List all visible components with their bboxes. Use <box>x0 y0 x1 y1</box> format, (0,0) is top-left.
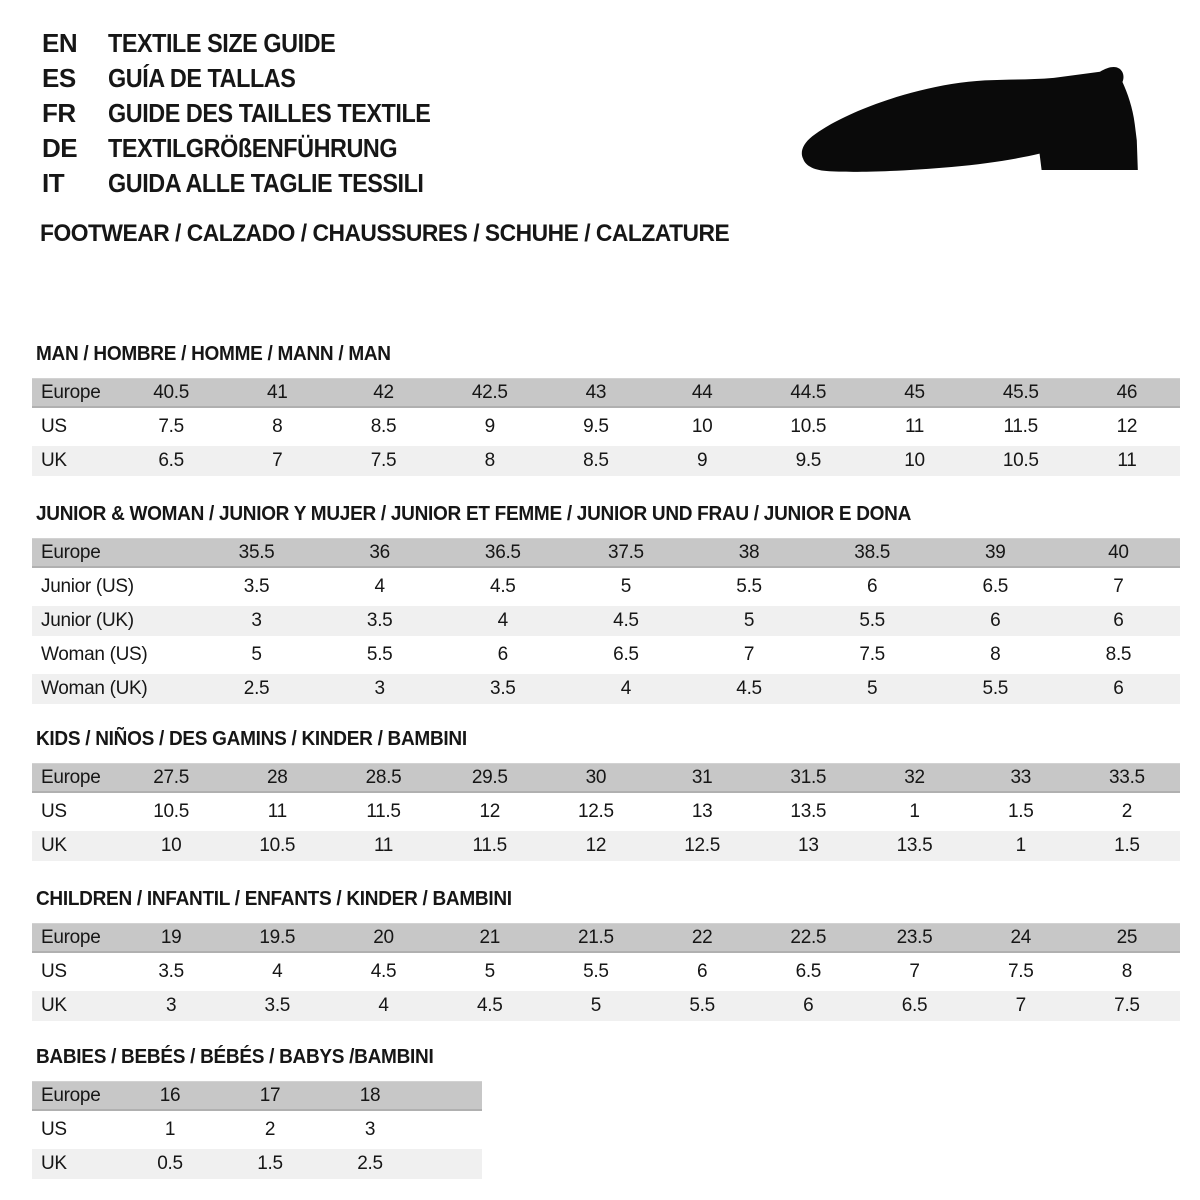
size-cell: 38 <box>738 542 760 563</box>
size-cell: 5 <box>743 610 755 631</box>
size-cell: 7.5 <box>158 416 184 437</box>
size-cell: 38.5 <box>854 542 891 563</box>
size-cell: 11 <box>373 835 394 856</box>
size-cell: 37.5 <box>608 542 644 563</box>
size-cell: 7.5 <box>1007 961 1034 982</box>
size-cell: 1 <box>909 801 920 822</box>
size-cell: 6 <box>867 576 878 597</box>
size-cell: 35.5 <box>238 542 275 563</box>
size-cell: 6 <box>696 961 708 982</box>
language-title: GUIDE DES TAILLES TEXTILE <box>108 98 431 128</box>
table-title-text: CHILDREN / INFANTIL / ENFANTS / KINDER / BAMBINI <box>36 888 512 910</box>
size-cell: 32 <box>904 767 925 788</box>
size-cell: 5.5 <box>366 644 393 665</box>
size-cell: 9 <box>484 416 495 437</box>
size-cell: 44 <box>691 382 713 403</box>
size-cell: 30 <box>585 767 607 788</box>
size-cell: 31.5 <box>790 767 827 788</box>
size-cell: 16 <box>159 1085 181 1106</box>
size-cell: 13 <box>691 801 713 822</box>
row-label: US <box>41 801 67 822</box>
table-title <box>36 728 1180 750</box>
language-row <box>42 166 466 201</box>
table-title-text: MAN / HOMBRE / HOMME / MANN / MAN <box>36 343 391 365</box>
size-cell: 11 <box>1117 450 1137 471</box>
language-row <box>42 61 466 96</box>
size-cell: 29.5 <box>471 767 508 788</box>
row-label: UK <box>41 835 67 856</box>
size-cell: 2.5 <box>357 1153 383 1174</box>
size-cell: 4 <box>378 995 389 1016</box>
size-cell: 10 <box>904 450 925 471</box>
size-cell: 3.5 <box>490 678 516 699</box>
size-cell: 25 <box>1116 927 1138 948</box>
language-title: GUIDA ALLE TAGLIE TESSILI <box>108 168 424 198</box>
language-row <box>42 96 466 131</box>
table-title <box>36 888 1180 910</box>
table-title-text: BABIES / BEBÉS / BÉBÉS / BABYS /BAMBINI <box>36 1046 434 1068</box>
size-cell: 9.5 <box>583 416 609 437</box>
size-cell: 23.5 <box>896 927 933 948</box>
size-cell: 33.5 <box>1109 767 1145 788</box>
size-cell: 8 <box>272 416 283 437</box>
size-cell: 20 <box>373 927 394 948</box>
size-cell: 10.5 <box>1002 450 1039 471</box>
size-cell: 1.5 <box>1114 835 1140 856</box>
language-row <box>42 26 466 61</box>
size-cell: 33 <box>1010 767 1031 788</box>
table-row-uk <box>32 831 1180 861</box>
size-cell: 4.5 <box>476 995 503 1016</box>
size-cell: 7 <box>1015 995 1026 1016</box>
size-cell: 1 <box>164 1119 176 1140</box>
category-heading <box>40 220 766 248</box>
shoe-icon <box>798 60 1146 192</box>
size-cell: 10.5 <box>259 835 296 856</box>
size-cell: 6.5 <box>158 450 184 471</box>
size-cell: 43 <box>585 382 607 403</box>
size-table-man <box>32 343 1180 480</box>
size-cell: 28 <box>267 767 288 788</box>
table-row-europe <box>32 923 1180 953</box>
table-row-us <box>32 1115 482 1145</box>
size-cell: 11 <box>267 801 287 822</box>
size-cell: 10 <box>691 416 713 437</box>
language-title: TEXTILGRÖßENFÜHRUNG <box>108 133 398 163</box>
row-label: Europe <box>41 767 101 788</box>
table-row-woman-uk <box>32 674 1180 704</box>
size-cell: 7 <box>909 961 920 982</box>
size-cell: 7.5 <box>370 450 397 471</box>
row-label: UK <box>41 1153 67 1174</box>
size-cell: 45.5 <box>1002 382 1039 403</box>
size-cell: 5 <box>251 644 262 665</box>
size-cell: 10.5 <box>153 801 189 822</box>
size-cell: 3.5 <box>243 576 270 597</box>
size-cell: 8.5 <box>370 416 397 437</box>
row-label: UK <box>41 995 67 1016</box>
size-cell: 27.5 <box>153 767 189 788</box>
size-cell: 4.5 <box>370 961 397 982</box>
size-cell: 13 <box>798 835 819 856</box>
row-label: Junior (US) <box>41 576 134 597</box>
row-label: Europe <box>41 927 101 948</box>
row-label: Europe <box>41 1085 101 1106</box>
size-cell: 2 <box>1121 801 1133 822</box>
language-code: FR <box>42 98 76 128</box>
table-row-woman-us <box>32 640 1180 670</box>
size-cell: 6.5 <box>795 961 822 982</box>
size-cell: 13.5 <box>896 835 933 856</box>
size-cell: 11.5 <box>366 801 401 822</box>
size-table-kids <box>32 728 1180 865</box>
table-title-text: JUNIOR & WOMAN / JUNIOR Y MUJER / JUNIOR ET FEMME / JUNIOR UND FRAU / JUNIOR E DONA <box>36 503 912 525</box>
row-label: Woman (UK) <box>41 678 148 699</box>
row-label: US <box>41 961 67 982</box>
size-cell: 4 <box>620 678 632 699</box>
size-cell: 7 <box>272 450 283 471</box>
language-title: GUÍA DE TALLAS <box>108 63 296 93</box>
table-row-junior-us <box>32 572 1180 602</box>
size-cell: 18 <box>359 1085 381 1106</box>
size-cell: 5 <box>590 995 602 1016</box>
size-cell: 24 <box>1010 927 1031 948</box>
size-cell: 9 <box>696 450 708 471</box>
size-cell: 8 <box>1121 961 1133 982</box>
size-cell: 10.5 <box>790 416 827 437</box>
size-cell: 6.5 <box>901 995 928 1016</box>
size-cell: 21.5 <box>578 927 614 948</box>
size-cell: 8 <box>484 450 495 471</box>
size-cell: 22 <box>691 927 713 948</box>
size-cell: 6 <box>803 995 814 1016</box>
size-cell: 7 <box>1113 576 1124 597</box>
language-code: DE <box>42 133 78 163</box>
size-cell: 12.5 <box>578 801 614 822</box>
size-cell: 8.5 <box>1105 644 1132 665</box>
size-cell: 36 <box>369 542 390 563</box>
table-row-europe <box>32 1081 482 1111</box>
table-row-us <box>32 797 1180 827</box>
row-label: Woman (US) <box>41 644 148 665</box>
size-cell: 8 <box>990 644 1001 665</box>
size-cell: 3.5 <box>158 961 184 982</box>
size-cell: 3.5 <box>366 610 393 631</box>
table-title-text: KIDS / NIÑOS / DES GAMINS / KINDER / BAMBINI <box>36 728 467 750</box>
size-cell: 1.5 <box>1007 801 1034 822</box>
size-cell: 11.5 <box>472 835 507 856</box>
size-cell: 21 <box>479 927 500 948</box>
size-cell: 40.5 <box>153 382 189 403</box>
table-row-europe <box>32 378 1180 408</box>
size-cell: 2 <box>264 1119 276 1140</box>
size-cell: 12 <box>1116 416 1138 437</box>
size-table-babies <box>32 1046 482 1183</box>
table-row-uk <box>32 1149 482 1179</box>
size-cell: 7.5 <box>859 644 885 665</box>
size-cell: 1 <box>1015 835 1026 856</box>
size-cell: 4 <box>374 576 385 597</box>
size-cell: 5 <box>620 576 632 597</box>
table-title <box>36 503 1180 525</box>
size-cell: 19 <box>160 927 182 948</box>
size-cell: 12 <box>585 835 607 856</box>
size-cell: 0.5 <box>157 1153 183 1174</box>
size-cell: 3.5 <box>264 995 291 1016</box>
size-cell: 9.5 <box>795 450 822 471</box>
size-cell: 6 <box>990 610 1001 631</box>
size-cell: 4.5 <box>490 576 516 597</box>
row-label: US <box>41 1119 67 1140</box>
size-cell: 4.5 <box>613 610 639 631</box>
size-cell: 4.5 <box>736 678 762 699</box>
table-title <box>36 1046 482 1068</box>
size-cell: 46 <box>1116 382 1138 403</box>
size-cell: 5.5 <box>859 610 885 631</box>
size-cell: 5.5 <box>736 576 762 597</box>
language-title: TEXTILE SIZE GUIDE <box>108 28 336 58</box>
size-cell: 19.5 <box>259 927 296 948</box>
size-cell: 8.5 <box>583 450 609 471</box>
size-cell: 28.5 <box>365 767 402 788</box>
table-row-uk <box>32 446 1180 476</box>
size-cell: 10 <box>160 835 182 856</box>
size-cell: 7 <box>743 644 755 665</box>
table-row-us <box>32 412 1180 442</box>
table-row-europe <box>32 763 1180 793</box>
row-label: UK <box>41 450 67 471</box>
size-cell: 1.5 <box>257 1153 283 1174</box>
size-cell: 11 <box>904 416 925 437</box>
table-row-uk <box>32 991 1180 1021</box>
size-cell: 17 <box>259 1085 281 1106</box>
size-cell: 22.5 <box>790 927 827 948</box>
size-cell: 3 <box>251 610 262 631</box>
size-cell: 13.5 <box>790 801 827 822</box>
table-title <box>36 343 1180 365</box>
language-title-list <box>42 26 466 201</box>
category-heading-text: FOOTWEAR / CALZADO / CHAUSSURES / SCHUHE / CALZATURE <box>40 220 730 247</box>
size-cell: 3 <box>364 1119 376 1140</box>
size-cell: 12.5 <box>684 835 720 856</box>
size-cell: 31 <box>691 767 713 788</box>
row-label: US <box>41 416 67 437</box>
size-table-children <box>32 888 1180 1025</box>
size-cell: 3 <box>374 678 385 699</box>
size-cell: 5.5 <box>689 995 715 1016</box>
size-cell: 6.5 <box>982 576 1009 597</box>
size-cell: 7.5 <box>1114 995 1140 1016</box>
table-row-europe <box>32 538 1180 568</box>
size-cell: 4 <box>272 961 283 982</box>
size-cell: 39 <box>985 542 1006 563</box>
size-cell: 36.5 <box>484 542 521 563</box>
language-row <box>42 131 466 166</box>
size-cell: 6 <box>1113 678 1124 699</box>
size-cell: 5 <box>484 961 495 982</box>
row-label: Europe <box>41 542 101 563</box>
size-cell: 5 <box>867 678 878 699</box>
table-row-junior-uk <box>32 606 1180 636</box>
language-code: IT <box>42 168 65 198</box>
size-cell: 42.5 <box>471 382 508 403</box>
size-cell: 2.5 <box>243 678 270 699</box>
language-code: ES <box>42 63 76 93</box>
size-cell: 6 <box>497 644 508 665</box>
size-cell: 12 <box>479 801 500 822</box>
size-cell: 5.5 <box>583 961 609 982</box>
table-row-us <box>32 957 1180 987</box>
size-cell: 45 <box>904 382 925 403</box>
row-label: Europe <box>41 382 101 403</box>
size-cell: 5.5 <box>982 678 1009 699</box>
size-cell: 11.5 <box>1003 416 1038 437</box>
size-table-junior-woman <box>32 503 1180 708</box>
size-cell: 6.5 <box>613 644 639 665</box>
row-label: Junior (UK) <box>41 610 134 631</box>
size-cell: 4 <box>497 610 508 631</box>
size-cell: 44.5 <box>790 382 827 403</box>
size-cell: 41 <box>267 382 288 403</box>
size-cell: 40 <box>1108 542 1129 563</box>
language-code: EN <box>42 28 78 58</box>
size-cell: 3 <box>165 995 177 1016</box>
size-cell: 6 <box>1113 610 1124 631</box>
size-cell: 42 <box>373 382 394 403</box>
